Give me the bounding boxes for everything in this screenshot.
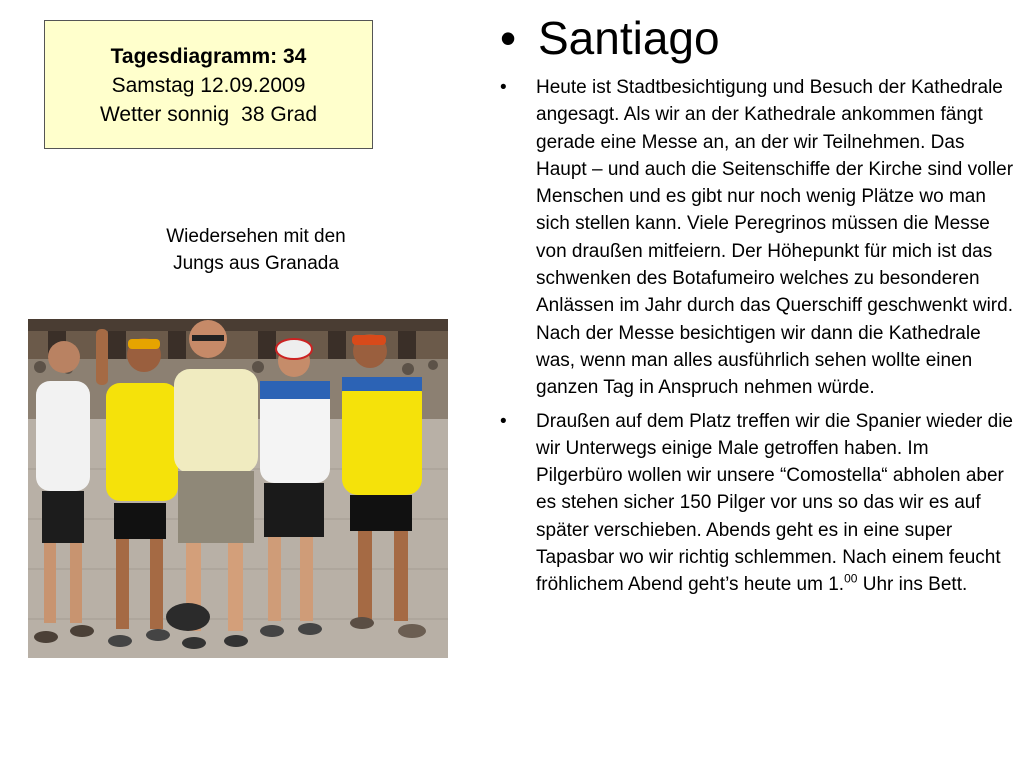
day-date: Samstag 12.09.2009: [111, 74, 306, 97]
paragraph-1-text: Heute ist Stadtbesichtigung und Besuch der Kathedrale angesagt. Als wir an der Kathedrale ankommen fängt gerade eine Messe an, an der wir Teilnehmen. Das Haupt – und auch die Seitenschiffe der Kirche sind voller Menschen und es gibt nur noch wenig Plätze wo man sich stellen kann. Viele Peregrinos müssen die Messe von draußen mitfeiern. Der Höhepunkt für mich ist das schwenken des Botafumeiro welches zu besonderen Anlässen im Jahr durch das Querschiff geschwenkt wird. Nach der Messe besichtigen wir dann die Kathedrale was, wenn man alles ausführlich sehen wollte einen ganzen Tag in Anspruch nehmen würde.: [536, 77, 1014, 399]
paragraph-bullet: •: [500, 77, 507, 98]
caption-line-2: Jungs aus Granada: [173, 253, 339, 274]
heading-title: Santiago: [538, 12, 720, 64]
paragraph-2: [500, 408, 1020, 599]
temperature-text: 38 Grad: [241, 103, 318, 126]
paragraph-bullet: •: [500, 410, 507, 432]
paragraph-2-text: Draußen auf dem Platz treffen wir die Spanier wieder die wir Unterwegs einige Male getroffen haben. Im Pilgerbüro wollen wir unsere “Comostella“ abholen aber es stehen sicher 150 Pilger vor uns so das wir es auf später verschieben. Abends geht es in eine super Tapasbar wo wir richtig schlemmen. Nach einem feucht fröhlichem Abend geht’s heute um 1.: [536, 410, 1014, 596]
photo-caption: [140, 223, 372, 277]
paragraph-1: [500, 74, 1020, 402]
day-title: Tagesdiagramm: 34: [110, 45, 307, 68]
heading-bullet: •: [500, 12, 517, 64]
paragraph-2-text-end: Uhr ins Bett.: [857, 574, 968, 596]
weather-text: Wetter sonnig: [99, 103, 230, 126]
weather-line: [45, 100, 372, 129]
group-photo: [28, 319, 448, 658]
section-heading: [500, 10, 720, 66]
day-info-box: [44, 20, 373, 149]
time-superscript: 00: [844, 572, 858, 587]
group-photo-illustration: [28, 319, 448, 658]
caption-line-1: Wiedersehen mit den: [166, 226, 346, 247]
body-text: [500, 74, 1020, 605]
